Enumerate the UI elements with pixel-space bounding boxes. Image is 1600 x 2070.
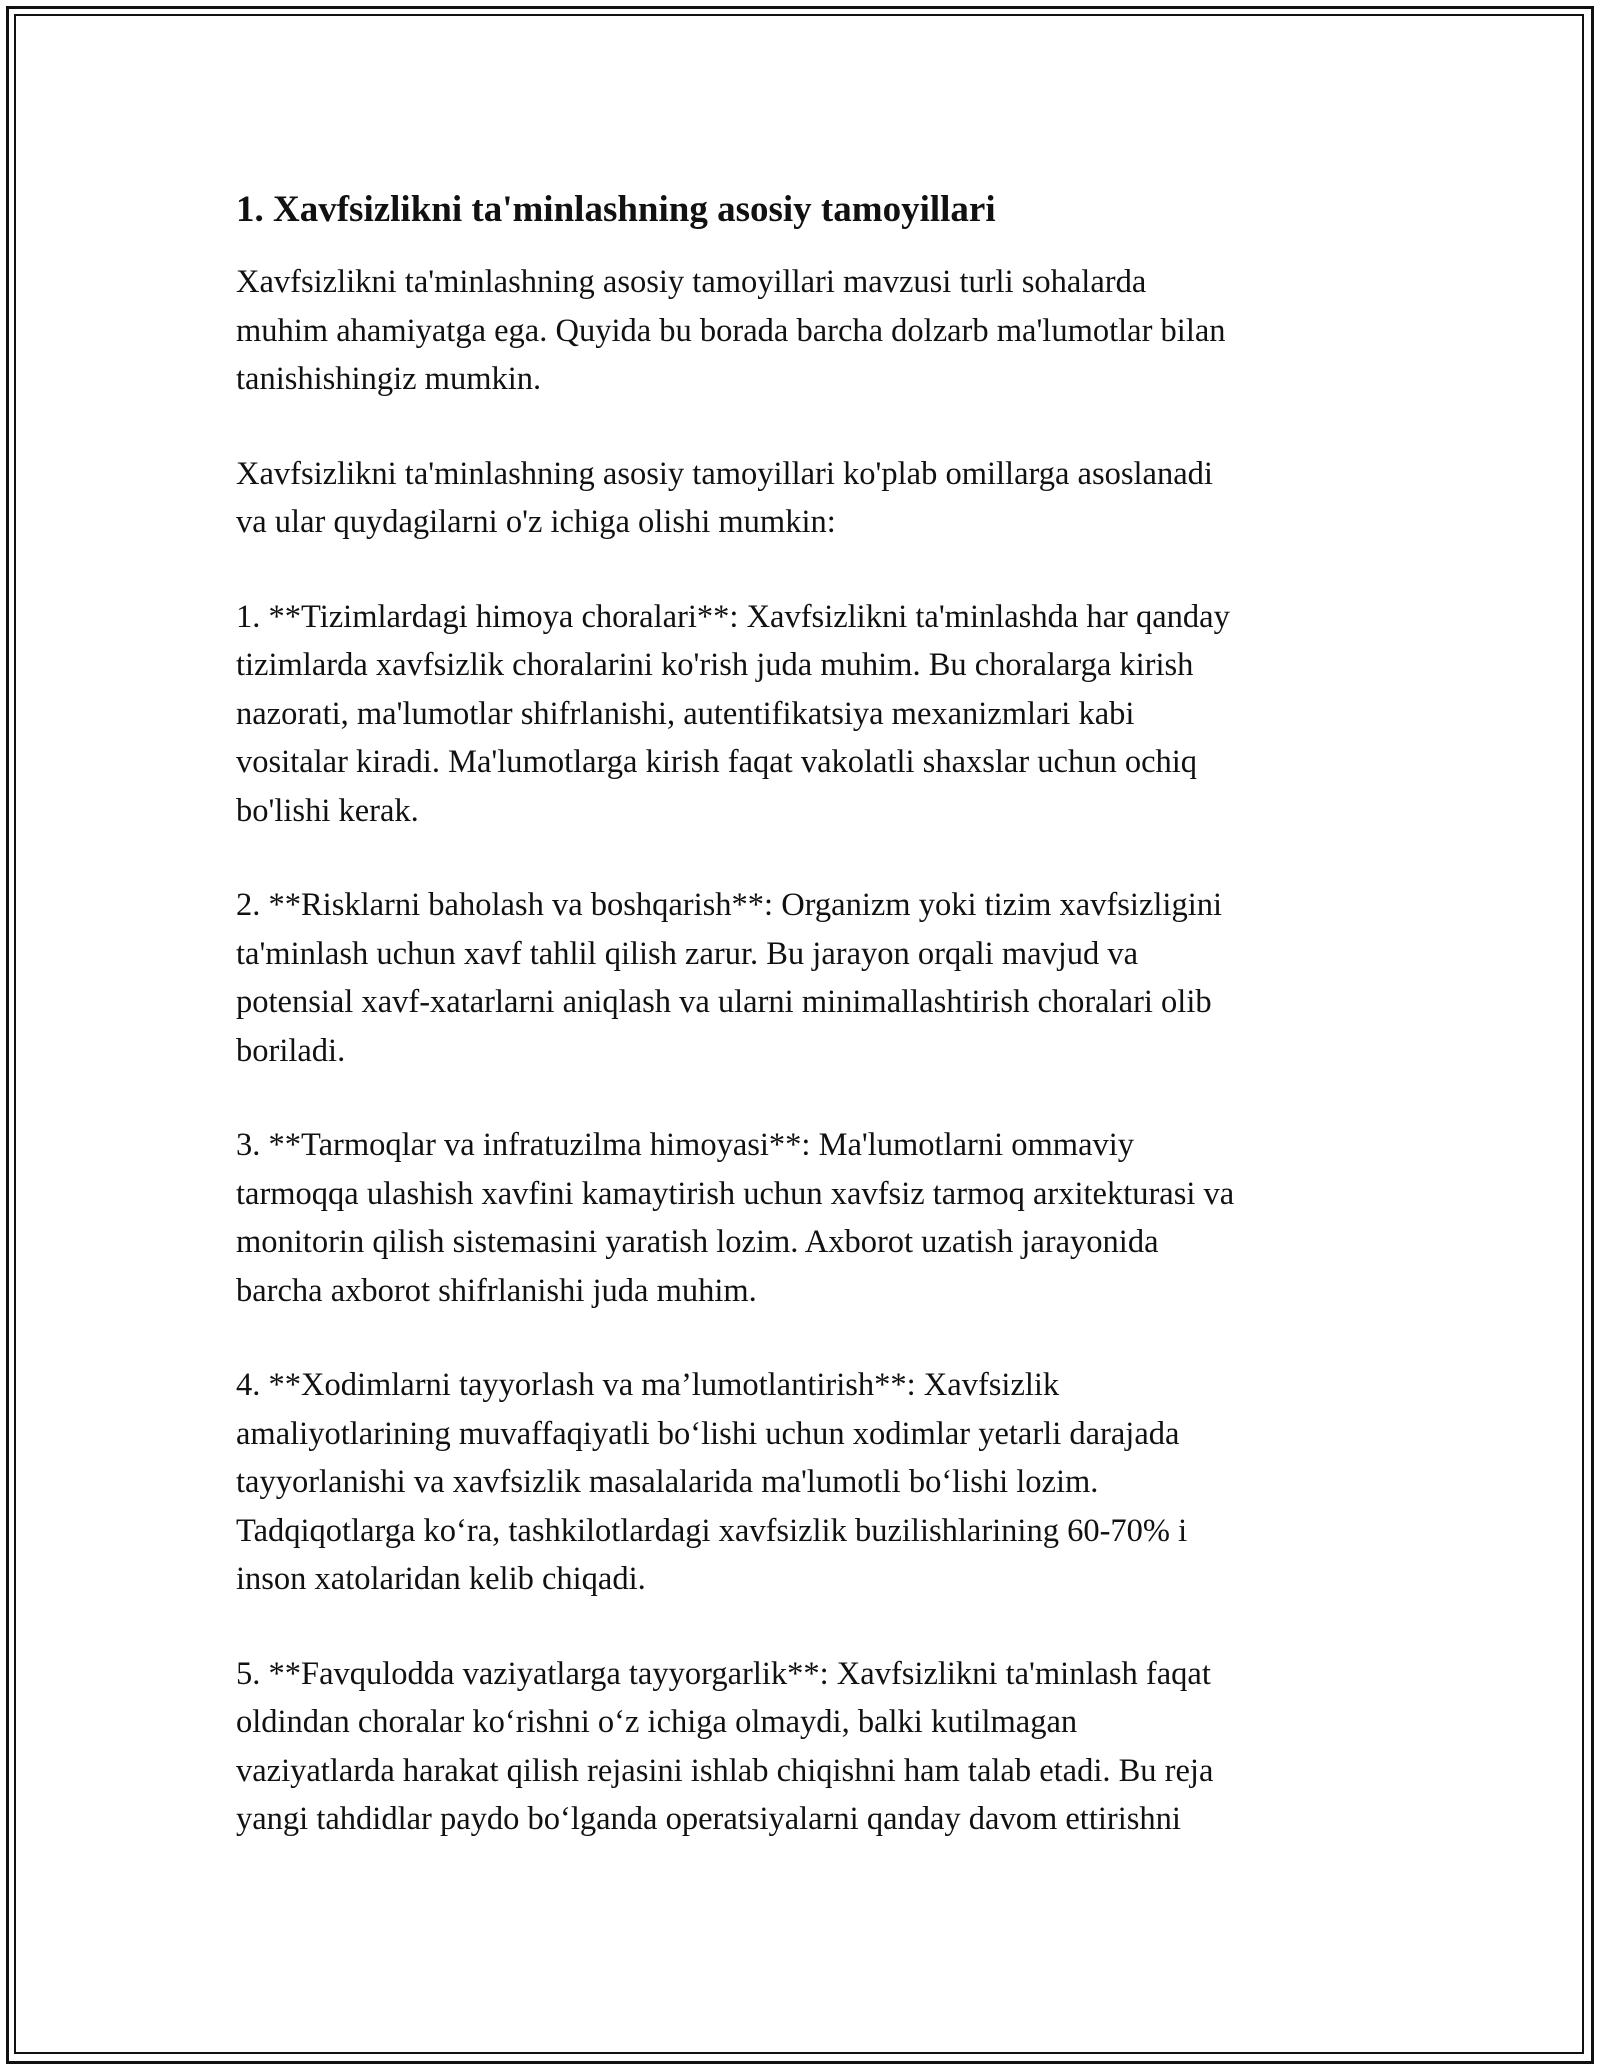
- text-line: tarmoqqa ulashish xavfini kamaytirish uchun xavfsiz tarmoq arxitekturasi va: [236, 1175, 1235, 1212]
- text-line: tayyorlanishi va xavfsizlik masalalarida ma'lumotli bo‘lishi lozim.: [236, 1464, 1099, 1500]
- text-line: tizimlarda xavfsizlik choralarini ko'rish juda muhim. Bu choralarga kirish: [236, 647, 1194, 683]
- intro-paragraph: [236, 258, 1386, 404]
- text-line: inson xatolaridan kelib chiqadi.: [236, 1561, 646, 1597]
- list-item-2-paragraph: [236, 881, 1386, 1075]
- lead-in-paragraph: [236, 450, 1386, 547]
- text-line: 4. **Xodimlarni tayyorlash va ma’lumotlantirish**: Xavfsizlik: [236, 1367, 1060, 1403]
- text-line: va ular quydagilarni o'z ichiga olishi mumkin:: [236, 504, 836, 540]
- list-item-3-paragraph: [236, 1121, 1386, 1315]
- text-line: 1. **Tizimlardagi himoya choralari**: Xavfsizlikni ta'minlashda har qanday: [236, 598, 1230, 635]
- text-line: ta'minlash uchun xavf tahlil qilish zarur. Bu jarayon orqali mavjud va: [236, 935, 1139, 972]
- text-line: oldindan choralar ko‘rishni o‘z ichiga olmaydi, balki kutilmagan: [236, 1704, 1078, 1740]
- text-line: tanishishingiz mumkin.: [236, 361, 542, 397]
- list-item-1-paragraph: [236, 593, 1386, 836]
- text-line: Xavfsizlikni ta'minlashning asosiy tamoyillari mavzusi turli sohalarda: [236, 264, 1147, 300]
- text-line: nazorati, ma'lumotlar shifrlanishi, autentifikatsiya mexanizmlari kabi: [236, 695, 1135, 732]
- text-line: 3. **Tarmoqlar va infratuzilma himoyasi**: Ma'lumotlarni ommaviy: [236, 1127, 1135, 1163]
- text-line: amaliyotlarining muvaffaqiyatli bo‘lishi uchun xodimlar yetarli darajada: [236, 1415, 1180, 1452]
- text-line: monitorin qilish sistemasini yaratish lozim. Axborot uzatish jarayonida: [236, 1224, 1159, 1260]
- text-line: yangi tahdidlar paydo bo‘lganda operatsiyalarni qanday davom ettirishni: [236, 1801, 1181, 1837]
- text-line: bo'lishi kerak.: [236, 792, 419, 829]
- text-line: potensial xavf-xatarlarni aniqlash va ularni minimallashtirish choralari olib: [236, 984, 1212, 1020]
- document-title: 1. Xavfsizlikni ta'minlashning asosiy tamoyillari: [236, 189, 996, 230]
- document-body: [236, 186, 1386, 1890]
- text-line: 2. **Risklarni baholash va boshqarish**: Organizm yoki tizim xavfsizligini: [236, 887, 1222, 923]
- text-line: vositalar kiradi. Ma'lumotlarga kirish faqat vakolatli shaxslar uchun ochiq: [236, 744, 1198, 780]
- text-line: vaziyatlarda harakat qilish rejasini ishlab chiqishni ham talab etadi. Bu reja: [236, 1752, 1214, 1789]
- list-item-4-paragraph: [236, 1361, 1386, 1604]
- text-line: 5. **Favqulodda vaziyatlarga tayyorgarlik**: Xavfsizlikni ta'minlash faqat: [236, 1655, 1211, 1692]
- text-line: muhim ahamiyatga ega. Quyida bu borada barcha dolzarb ma'lumotlar bilan: [236, 312, 1226, 349]
- text-line: Xavfsizlikni ta'minlashning asosiy tamoyillari ko'plab omillarga asoslanadi: [236, 455, 1213, 492]
- text-line: barcha axborot shifrlanishi juda muhim.: [236, 1272, 757, 1309]
- list-item-5-paragraph: [236, 1650, 1386, 1844]
- text-line: Tadqiqotlarga ko‘ra, tashkilotlardagi xavfsizlik buzilishlarining 60-70% i: [236, 1512, 1188, 1549]
- text-line: boriladi.: [236, 1032, 346, 1069]
